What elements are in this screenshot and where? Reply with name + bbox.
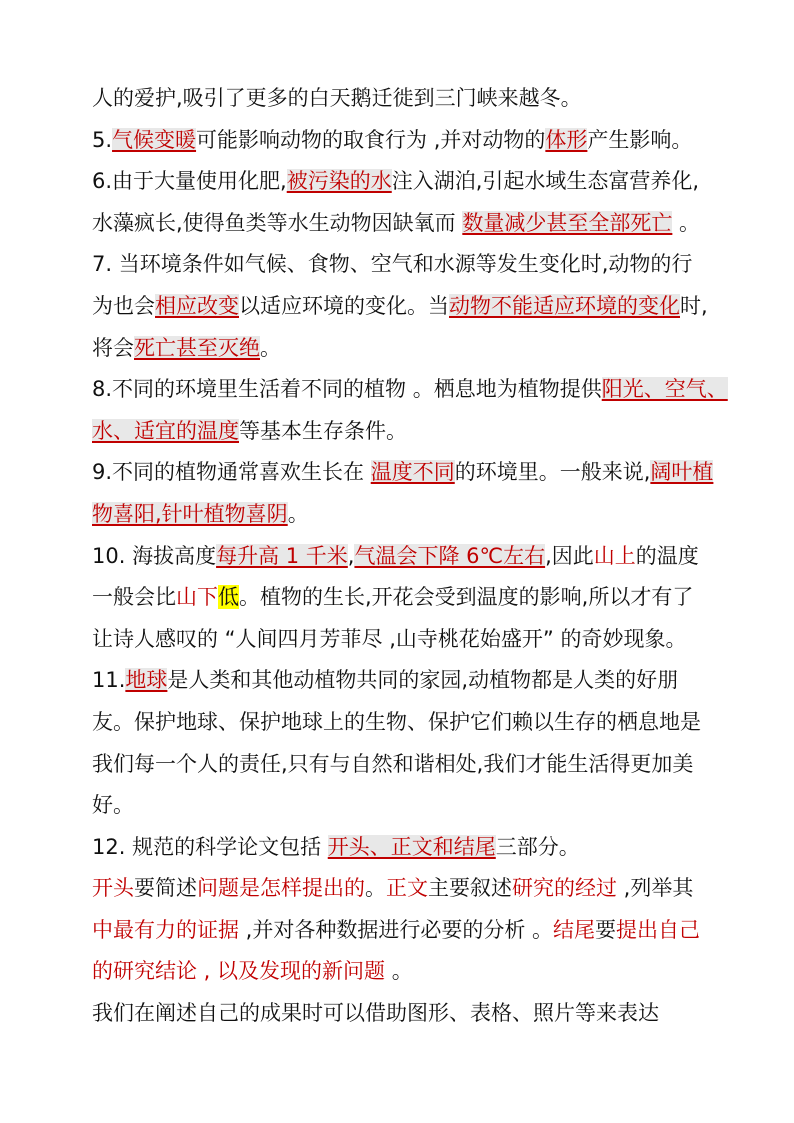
text-run: 11.	[92, 668, 126, 693]
text-line	[92, 577, 708, 619]
text-line	[92, 203, 708, 245]
text-line	[92, 660, 708, 702]
text-run: 以适应环境的变化。当	[239, 293, 449, 318]
answer-highlight: 水、适宜的温度	[92, 418, 239, 443]
answer-highlight: 数量减少甚至全部死亡	[462, 210, 673, 235]
text-line	[92, 951, 708, 993]
red-text: 研究的经过	[512, 876, 617, 901]
text-line	[92, 910, 708, 952]
red-text: 问题是怎样提出的	[197, 876, 365, 901]
yellow-highlight: 低	[218, 585, 239, 610]
answer-highlight: 死亡甚至灭绝	[134, 335, 260, 360]
text-run: 为也会	[92, 293, 155, 318]
text-run: 友。保护地球、保护地球上的生物、保护它们赖以生存的栖息地是	[92, 709, 701, 734]
text-run: 7. 当环境条件如气候、食物、空气和水源等发生变化时,动物的行	[92, 252, 693, 277]
text-run: 5.	[92, 127, 113, 152]
red-text: 山下	[176, 585, 218, 610]
text-run: 水藻疯长,使得鱼类等水生动物因缺氧而	[92, 210, 463, 235]
text-run: 让诗人感叹的 “人间四月芳菲尽 ,山寺桃花始盛开” 的奇妙现象。	[92, 626, 687, 651]
text-run: 可能影响动物的取食行为 ,并对动物的	[196, 127, 546, 152]
text-run: 主要叙述	[428, 876, 512, 901]
document-body	[92, 78, 728, 1035]
text-run: ,并对各种数据进行必要的分析 。	[239, 917, 554, 942]
text-line	[92, 868, 708, 910]
text-line	[92, 369, 728, 411]
text-line	[92, 827, 708, 869]
text-run: 。	[260, 335, 281, 360]
text-run: 8.不同的环境里生活着不同的植物 。栖息地为植物提供	[92, 377, 602, 402]
answer-highlight: 气温会下降 6℃左右	[354, 543, 546, 568]
text-run: 时,	[680, 293, 708, 318]
text-run: 等基本生存条件。	[239, 418, 407, 443]
text-line	[92, 744, 708, 786]
text-run: 我们每一个人的责任,只有与自然和谐相处,我们才能生活得更加美	[92, 751, 694, 776]
text-run: ,列举其	[617, 876, 694, 901]
text-run: 。	[672, 210, 701, 235]
text-run: 。植物的生长,开花会受到温度的影响,所以才有了	[239, 585, 694, 610]
text-line	[92, 494, 708, 536]
red-text: 中最有力的证据	[92, 917, 239, 942]
text-run: 要	[595, 917, 617, 942]
answer-highlight: 气候变暖	[112, 127, 197, 152]
text-run: 一般会比	[92, 585, 176, 610]
text-run: 好。	[92, 793, 134, 818]
text-run: 12. 规范的科学论文包括	[92, 834, 328, 859]
text-run: 10. 海拔高度	[92, 543, 217, 568]
red-text: 开头	[92, 876, 134, 901]
text-run: 人的爱护,吸引了更多的白天鹅迁徙到三门峡来越冬。	[92, 86, 582, 110]
text-run: ,因此	[545, 543, 594, 568]
text-run: 我们在阐述自己的成果时可以借助图形、表格、照片等来表达	[92, 1001, 659, 1026]
text-line	[92, 411, 708, 453]
text-line	[92, 785, 708, 827]
text-run: 6.由于大量使用化肥,	[92, 169, 287, 194]
text-line	[92, 120, 708, 162]
red-text: 结尾	[553, 917, 596, 942]
text-run: 产生影响。	[587, 127, 693, 152]
text-run: 要简述	[134, 876, 197, 901]
text-line	[92, 702, 708, 744]
text-line	[92, 452, 714, 494]
answer-highlight: 物喜阳,针叶植物喜阴	[92, 501, 288, 526]
text-line	[92, 286, 708, 328]
answer-highlight: 动物不能适应环境的变化	[449, 293, 680, 318]
text-run: ,	[347, 543, 355, 568]
text-line	[92, 78, 708, 120]
text-run: 的温度	[635, 543, 699, 568]
red-text: 的研究结论 , 以及发现的新问题	[92, 959, 386, 984]
text-run: 三部分。	[495, 834, 580, 859]
answer-highlight: 地球	[125, 668, 168, 693]
text-line	[92, 244, 708, 286]
text-run: 的环境里。一般来说,	[454, 460, 651, 485]
red-text: 提出自己	[616, 917, 701, 942]
text-line	[92, 619, 708, 661]
text-line	[92, 328, 708, 370]
text-line	[92, 536, 708, 578]
answer-highlight: 阔叶植	[650, 460, 714, 485]
text-run: 将会	[92, 335, 134, 360]
red-text: 山上	[593, 543, 636, 568]
answer-highlight: 开头、正文和结尾	[327, 834, 496, 859]
answer-highlight: 每升高 1 千米	[216, 543, 348, 568]
text-run: 。	[385, 959, 413, 984]
text-run: 是人类和其他动植物共同的家园,动植物都是人类的好朋	[167, 668, 679, 693]
answer-highlight: 阳光、空气、	[601, 377, 728, 402]
answer-highlight: 温度不同	[370, 460, 455, 485]
text-run: 9.不同的植物通常喜欢生长在	[92, 460, 371, 485]
text-run: 注入湖泊,引起水域生态富营养化,	[391, 169, 700, 194]
red-text: 正文	[386, 876, 428, 901]
text-run: 。	[365, 876, 386, 901]
answer-highlight: 相应改变	[155, 293, 239, 318]
text-line	[92, 161, 708, 203]
answer-highlight: 体形	[545, 127, 588, 152]
text-line	[92, 993, 708, 1035]
text-run: 。	[287, 501, 309, 526]
answer-highlight: 被污染的水	[286, 169, 392, 194]
